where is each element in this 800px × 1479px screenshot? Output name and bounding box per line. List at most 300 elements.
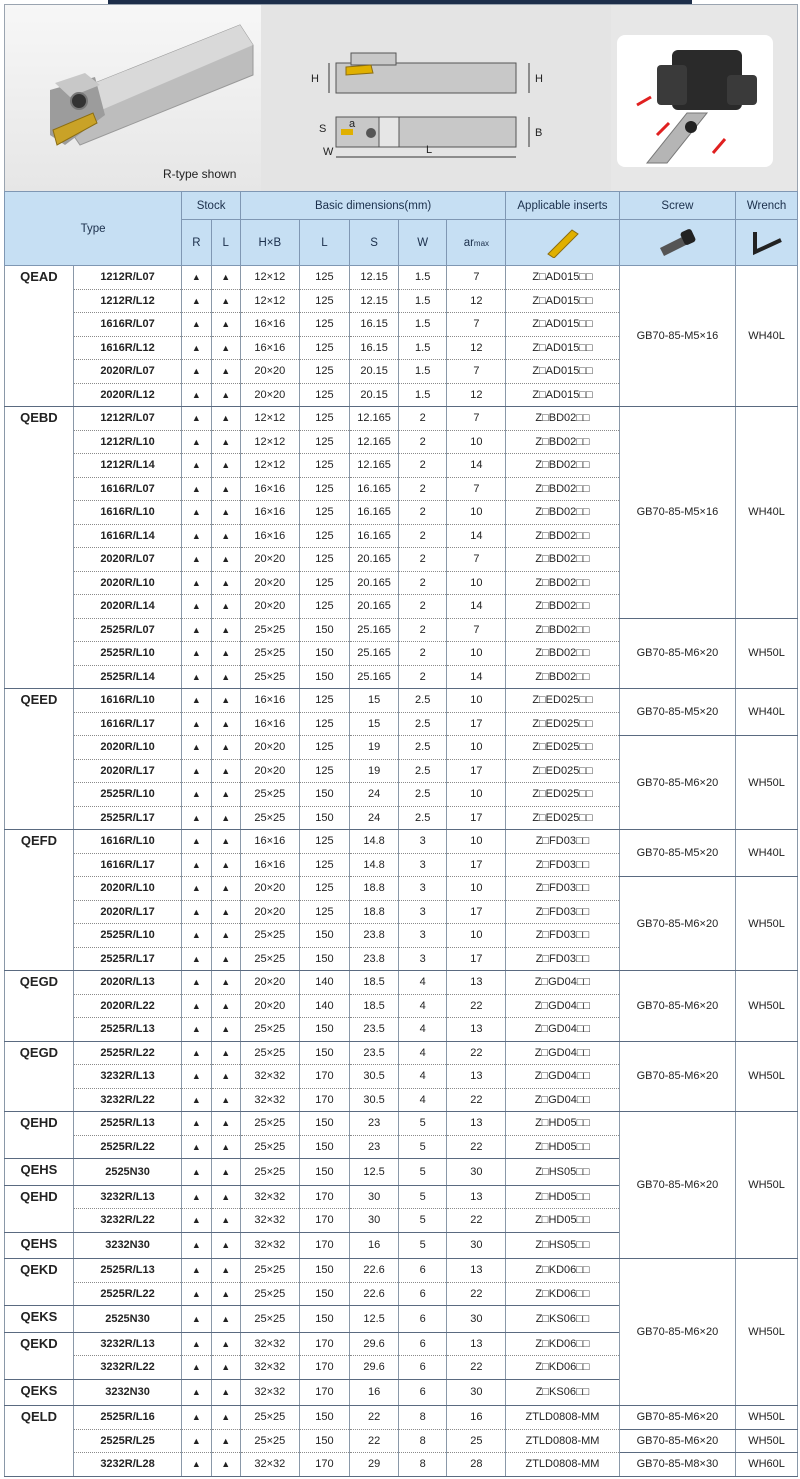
w-cell: 2 bbox=[398, 524, 447, 548]
s-cell: 23 bbox=[350, 1112, 399, 1136]
stock-l-cell: ▲ bbox=[211, 1379, 240, 1406]
caption-r-type: R-type shown bbox=[163, 167, 237, 181]
hxb-cell: 12×12 bbox=[240, 454, 299, 478]
model-cell: 1616R/L14 bbox=[73, 524, 181, 548]
table-row bbox=[5, 1041, 798, 1065]
hxb-cell: 25×25 bbox=[240, 665, 299, 689]
stock-l-cell: ▲ bbox=[211, 289, 240, 313]
stock-l-cell: ▲ bbox=[211, 477, 240, 501]
hxb-cell: 20×20 bbox=[240, 383, 299, 407]
stock-l-cell: ▲ bbox=[211, 712, 240, 736]
hxb-cell: 25×25 bbox=[240, 1018, 299, 1042]
s-cell: 14.8 bbox=[350, 830, 399, 854]
insert-cell: Z□ED025□□ bbox=[506, 712, 619, 736]
ar-max-cell: 17 bbox=[447, 947, 506, 971]
hxb-cell: 12×12 bbox=[240, 266, 299, 290]
stock-r-cell: ▲ bbox=[182, 1406, 211, 1430]
stock-l-cell: ▲ bbox=[211, 736, 240, 760]
wrench-cell: WH50L bbox=[736, 1259, 798, 1406]
type-group-name: QEED bbox=[5, 689, 74, 830]
w-cell: 2 bbox=[398, 477, 447, 501]
ar-max-cell: 10 bbox=[447, 736, 506, 760]
length-cell: 170 bbox=[299, 1209, 350, 1233]
stock-r-cell: ▲ bbox=[182, 830, 211, 854]
insert-cell: Z□GD04□□ bbox=[506, 1065, 619, 1089]
stock-l-cell: ▲ bbox=[211, 383, 240, 407]
wrench-cell: WH50L bbox=[736, 1429, 798, 1453]
w-cell: 6 bbox=[398, 1332, 447, 1356]
model-cell: 1616R/L17 bbox=[73, 712, 181, 736]
ar-max-cell: 10 bbox=[447, 877, 506, 901]
screw-cell: GB70-85-M6×20 bbox=[619, 877, 735, 971]
stock-l-cell: ▲ bbox=[211, 947, 240, 971]
hxb-cell: 25×25 bbox=[240, 1306, 299, 1333]
stock-l-cell: ▲ bbox=[211, 1065, 240, 1089]
type-group-name: QEBD bbox=[5, 407, 74, 689]
hxb-cell: 25×25 bbox=[240, 1282, 299, 1306]
model-cell: 2525R/L16 bbox=[73, 1406, 181, 1430]
w-cell: 4 bbox=[398, 1018, 447, 1042]
stock-r-cell: ▲ bbox=[182, 595, 211, 619]
length-cell: 140 bbox=[299, 971, 350, 995]
table-row bbox=[5, 1453, 798, 1477]
insert-cell: Z□KD06□□ bbox=[506, 1259, 619, 1283]
length-cell: 150 bbox=[299, 665, 350, 689]
dim-label-b: B bbox=[535, 127, 543, 139]
s-cell: 12.165 bbox=[350, 430, 399, 454]
length-cell: 140 bbox=[299, 994, 350, 1018]
insert-cell: Z□HS05□□ bbox=[506, 1159, 619, 1186]
model-cell: 2020R/L07 bbox=[73, 360, 181, 384]
s-cell: 30.5 bbox=[350, 1065, 399, 1089]
insert-cell: Z□GD04□□ bbox=[506, 994, 619, 1018]
ar-max-cell: 22 bbox=[447, 1209, 506, 1233]
ar-max-cell: 12 bbox=[447, 336, 506, 360]
model-cell: 3232R/L13 bbox=[73, 1065, 181, 1089]
stock-l-cell: ▲ bbox=[211, 618, 240, 642]
ar-max-cell: 30 bbox=[447, 1306, 506, 1333]
stock-r-cell: ▲ bbox=[182, 1232, 211, 1259]
ar-max-cell: 10 bbox=[447, 430, 506, 454]
insert-cell: Z□ED025□□ bbox=[506, 783, 619, 807]
s-cell: 19 bbox=[350, 759, 399, 783]
ar-max-cell: 22 bbox=[447, 1135, 506, 1159]
type-group-name: QEHD bbox=[5, 1112, 74, 1159]
model-cell: 2020R/L17 bbox=[73, 759, 181, 783]
stock-l-cell: ▲ bbox=[211, 1209, 240, 1233]
model-cell: 2525R/L25 bbox=[73, 1429, 181, 1453]
insert-cell: Z□BD02□□ bbox=[506, 642, 619, 666]
s-cell: 23.5 bbox=[350, 1018, 399, 1042]
col-hxb-header: H×B bbox=[240, 220, 299, 266]
stock-l-cell: ▲ bbox=[211, 1041, 240, 1065]
length-cell: 150 bbox=[299, 1429, 350, 1453]
w-cell: 1.5 bbox=[398, 383, 447, 407]
insert-cell: Z□BD02□□ bbox=[506, 430, 619, 454]
stock-l-cell: ▲ bbox=[211, 1112, 240, 1136]
type-group-name: QEKD bbox=[5, 1259, 74, 1306]
ar-max-cell: 13 bbox=[447, 1112, 506, 1136]
image-panel bbox=[4, 4, 798, 191]
table-row bbox=[5, 1406, 798, 1430]
w-cell: 5 bbox=[398, 1232, 447, 1259]
model-cell: 3232R/L22 bbox=[73, 1356, 181, 1380]
stock-r-cell: ▲ bbox=[182, 1259, 211, 1283]
insert-cell: Z□KD06□□ bbox=[506, 1356, 619, 1380]
length-cell: 125 bbox=[299, 430, 350, 454]
w-cell: 2 bbox=[398, 430, 447, 454]
insert-cell: Z□GD04□□ bbox=[506, 1041, 619, 1065]
screw-cell: GB70-85-M5×20 bbox=[619, 689, 735, 736]
stock-r-cell: ▲ bbox=[182, 548, 211, 572]
w-cell: 2 bbox=[398, 642, 447, 666]
insert-icon-cell bbox=[506, 220, 619, 266]
type-group-name: QEFD bbox=[5, 830, 74, 971]
s-cell: 22.6 bbox=[350, 1259, 399, 1283]
length-cell: 170 bbox=[299, 1379, 350, 1406]
ar-max-cell: 17 bbox=[447, 806, 506, 830]
screw-cell: GB70-85-M6×20 bbox=[619, 1259, 735, 1406]
w-cell: 1.5 bbox=[398, 336, 447, 360]
insert-cell: Z□BD02□□ bbox=[506, 501, 619, 525]
length-cell: 125 bbox=[299, 548, 350, 572]
ar-max-cell: 12 bbox=[447, 289, 506, 313]
hxb-cell: 16×16 bbox=[240, 501, 299, 525]
stock-r-cell: ▲ bbox=[182, 266, 211, 290]
tool-photo-panel bbox=[5, 5, 261, 192]
col-wrench-header: Wrench bbox=[736, 192, 798, 220]
length-cell: 125 bbox=[299, 595, 350, 619]
s-cell: 25.165 bbox=[350, 665, 399, 689]
length-cell: 125 bbox=[299, 501, 350, 525]
s-cell: 18.5 bbox=[350, 971, 399, 995]
length-cell: 150 bbox=[299, 642, 350, 666]
ar-max-cell: 7 bbox=[447, 360, 506, 384]
hxb-cell: 16×16 bbox=[240, 524, 299, 548]
table-row bbox=[5, 689, 798, 713]
table-row bbox=[5, 407, 798, 431]
insert-cell: Z□KS06□□ bbox=[506, 1379, 619, 1406]
model-cell: 1212R/L14 bbox=[73, 454, 181, 478]
type-group-name: QEGD bbox=[5, 971, 74, 1042]
hxb-cell: 25×25 bbox=[240, 1429, 299, 1453]
stock-r-cell: ▲ bbox=[182, 1379, 211, 1406]
ar-max-cell: 14 bbox=[447, 595, 506, 619]
screw-cell: GB70-85-M5×20 bbox=[619, 830, 735, 877]
hxb-cell: 20×20 bbox=[240, 877, 299, 901]
stock-l-cell: ▲ bbox=[211, 1185, 240, 1209]
ar-max-cell: 30 bbox=[447, 1159, 506, 1186]
stock-r-cell: ▲ bbox=[182, 383, 211, 407]
stock-l-cell: ▲ bbox=[211, 1135, 240, 1159]
model-cell: 2020R/L10 bbox=[73, 877, 181, 901]
ar-label: ar bbox=[463, 236, 474, 249]
stock-r-cell: ▲ bbox=[182, 454, 211, 478]
s-cell: 18.5 bbox=[350, 994, 399, 1018]
type-group-name: QEHS bbox=[5, 1159, 74, 1186]
insert-cell: Z□HS05□□ bbox=[506, 1232, 619, 1259]
s-cell: 18.8 bbox=[350, 877, 399, 901]
dim-label-h-left: H bbox=[311, 73, 319, 85]
model-cell: 2525R/L17 bbox=[73, 947, 181, 971]
stock-r-cell: ▲ bbox=[182, 430, 211, 454]
insert-cell: Z□AD015□□ bbox=[506, 289, 619, 313]
length-cell: 150 bbox=[299, 1259, 350, 1283]
length-cell: 150 bbox=[299, 1406, 350, 1430]
stock-r-cell: ▲ bbox=[182, 477, 211, 501]
insert-cell: Z□FD03□□ bbox=[506, 924, 619, 948]
model-cell: 2525R/L22 bbox=[73, 1041, 181, 1065]
w-cell: 8 bbox=[398, 1406, 447, 1430]
ar-max-cell: 13 bbox=[447, 1259, 506, 1283]
stock-l-cell: ▲ bbox=[211, 806, 240, 830]
stock-l-cell: ▲ bbox=[211, 1232, 240, 1259]
ar-max-cell: 22 bbox=[447, 1041, 506, 1065]
hxb-cell: 32×32 bbox=[240, 1232, 299, 1259]
ar-max-cell: 17 bbox=[447, 853, 506, 877]
s-cell: 14.8 bbox=[350, 853, 399, 877]
model-cell: 2525R/L13 bbox=[73, 1259, 181, 1283]
ar-max-cell: 7 bbox=[447, 548, 506, 572]
spec-table-body bbox=[5, 266, 798, 1477]
w-cell: 3 bbox=[398, 900, 447, 924]
hxb-cell: 25×25 bbox=[240, 618, 299, 642]
length-cell: 125 bbox=[299, 477, 350, 501]
dimension-drawing-panel bbox=[261, 5, 611, 192]
s-cell: 20.15 bbox=[350, 360, 399, 384]
stock-l-cell: ▲ bbox=[211, 360, 240, 384]
model-cell: 2020R/L13 bbox=[73, 971, 181, 995]
length-cell: 125 bbox=[299, 336, 350, 360]
col-screw-header: Screw bbox=[619, 192, 735, 220]
length-cell: 170 bbox=[299, 1356, 350, 1380]
s-cell: 29.6 bbox=[350, 1356, 399, 1380]
insert-cell: Z□BD02□□ bbox=[506, 595, 619, 619]
wrench-cell: WH50L bbox=[736, 1112, 798, 1259]
stock-r-cell: ▲ bbox=[182, 1429, 211, 1453]
model-cell: 2525R/L10 bbox=[73, 783, 181, 807]
insert-cell: ZTLD0808-MM bbox=[506, 1453, 619, 1477]
model-cell: 2525R/L13 bbox=[73, 1018, 181, 1042]
w-cell: 3 bbox=[398, 924, 447, 948]
screw-cell: GB70-85-M6×20 bbox=[619, 1429, 735, 1453]
stock-l-cell: ▲ bbox=[211, 524, 240, 548]
w-cell: 2.5 bbox=[398, 759, 447, 783]
length-cell: 125 bbox=[299, 524, 350, 548]
insert-cell: Z□ED025□□ bbox=[506, 759, 619, 783]
col-ar-header bbox=[447, 220, 506, 266]
hxb-cell: 25×25 bbox=[240, 783, 299, 807]
toolholder-photo bbox=[5, 5, 261, 165]
w-cell: 2 bbox=[398, 407, 447, 431]
dim-label-h-right: H bbox=[535, 73, 543, 85]
model-cell: 2020R/L07 bbox=[73, 548, 181, 572]
insert-cell: Z□FD03□□ bbox=[506, 877, 619, 901]
hxb-cell: 25×25 bbox=[240, 1135, 299, 1159]
table-row bbox=[5, 736, 798, 760]
w-cell: 5 bbox=[398, 1159, 447, 1186]
type-group-name: QEHD bbox=[5, 1185, 74, 1232]
hxb-cell: 16×16 bbox=[240, 477, 299, 501]
stock-l-cell: ▲ bbox=[211, 900, 240, 924]
model-cell: 2020R/L17 bbox=[73, 900, 181, 924]
stock-l-cell: ▲ bbox=[211, 689, 240, 713]
w-cell: 2.5 bbox=[398, 783, 447, 807]
s-cell: 12.15 bbox=[350, 289, 399, 313]
w-cell: 2 bbox=[398, 571, 447, 595]
model-cell: 3232R/L22 bbox=[73, 1088, 181, 1112]
stock-r-cell: ▲ bbox=[182, 783, 211, 807]
wrench-icon-cell bbox=[736, 220, 798, 266]
w-cell: 2.5 bbox=[398, 712, 447, 736]
stock-l-cell: ▲ bbox=[211, 853, 240, 877]
col-l-stock-header: L bbox=[211, 220, 240, 266]
w-cell: 1.5 bbox=[398, 289, 447, 313]
s-cell: 18.8 bbox=[350, 900, 399, 924]
ar-max-cell: 22 bbox=[447, 1088, 506, 1112]
s-cell: 20.165 bbox=[350, 595, 399, 619]
model-cell: 2525R/L22 bbox=[73, 1135, 181, 1159]
ar-max-cell: 16 bbox=[447, 1406, 506, 1430]
insert-cell: Z□BD02□□ bbox=[506, 665, 619, 689]
stock-r-cell: ▲ bbox=[182, 642, 211, 666]
hxb-cell: 16×16 bbox=[240, 336, 299, 360]
w-cell: 3 bbox=[398, 853, 447, 877]
stock-r-cell: ▲ bbox=[182, 1135, 211, 1159]
ar-max-cell: 22 bbox=[447, 1282, 506, 1306]
w-cell: 4 bbox=[398, 971, 447, 995]
s-cell: 16.15 bbox=[350, 313, 399, 337]
hxb-cell: 20×20 bbox=[240, 759, 299, 783]
stock-l-cell: ▲ bbox=[211, 1088, 240, 1112]
stock-r-cell: ▲ bbox=[182, 360, 211, 384]
ar-max-cell: 17 bbox=[447, 900, 506, 924]
screw-icon bbox=[656, 226, 698, 256]
insert-cell: Z□BD02□□ bbox=[506, 548, 619, 572]
insert-cell: Z□FD03□□ bbox=[506, 900, 619, 924]
stock-r-cell: ▲ bbox=[182, 1088, 211, 1112]
hxb-cell: 25×25 bbox=[240, 806, 299, 830]
col-s-header: S bbox=[350, 220, 399, 266]
insert-cell: Z□HD05□□ bbox=[506, 1135, 619, 1159]
length-cell: 125 bbox=[299, 689, 350, 713]
w-cell: 2 bbox=[398, 618, 447, 642]
w-cell: 5 bbox=[398, 1185, 447, 1209]
insert-cell: Z□AD015□□ bbox=[506, 266, 619, 290]
ar-max-cell: 7 bbox=[447, 266, 506, 290]
hxb-cell: 20×20 bbox=[240, 571, 299, 595]
hxb-cell: 16×16 bbox=[240, 853, 299, 877]
length-cell: 125 bbox=[299, 266, 350, 290]
ar-max-cell: 10 bbox=[447, 501, 506, 525]
s-cell: 23.5 bbox=[350, 1041, 399, 1065]
length-cell: 150 bbox=[299, 806, 350, 830]
insert-cell: Z□FD03□□ bbox=[506, 853, 619, 877]
dim-label-w: W bbox=[323, 146, 334, 158]
insert-cell: Z□HD05□□ bbox=[506, 1112, 619, 1136]
model-cell: 2020R/L10 bbox=[73, 736, 181, 760]
hxb-cell: 20×20 bbox=[240, 360, 299, 384]
wrench-cell: WH40L bbox=[736, 830, 798, 877]
stock-r-cell: ▲ bbox=[182, 971, 211, 995]
insert-cell: Z□BD02□□ bbox=[506, 477, 619, 501]
ar-max-cell: 10 bbox=[447, 783, 506, 807]
stock-l-cell: ▲ bbox=[211, 266, 240, 290]
hxb-cell: 20×20 bbox=[240, 548, 299, 572]
w-cell: 3 bbox=[398, 877, 447, 901]
w-cell: 5 bbox=[398, 1135, 447, 1159]
w-cell: 2 bbox=[398, 595, 447, 619]
type-group-name: QEKS bbox=[5, 1306, 74, 1333]
insert-cell: ZTLD0808-MM bbox=[506, 1429, 619, 1453]
dim-label-a: a bbox=[349, 118, 356, 130]
stock-l-cell: ▲ bbox=[211, 759, 240, 783]
hxb-cell: 20×20 bbox=[240, 736, 299, 760]
insert-icon bbox=[542, 224, 582, 258]
hxb-cell: 20×20 bbox=[240, 900, 299, 924]
table-row bbox=[5, 1259, 798, 1283]
stock-r-cell: ▲ bbox=[182, 924, 211, 948]
insert-cell: Z□ED025□□ bbox=[506, 689, 619, 713]
ar-max-cell: 7 bbox=[447, 618, 506, 642]
s-cell: 12.165 bbox=[350, 407, 399, 431]
length-cell: 170 bbox=[299, 1453, 350, 1477]
length-cell: 170 bbox=[299, 1185, 350, 1209]
col-basic-dims-header: Basic dimensions(mm) bbox=[240, 192, 505, 220]
stock-r-cell: ▲ bbox=[182, 618, 211, 642]
s-cell: 12.5 bbox=[350, 1306, 399, 1333]
stock-l-cell: ▲ bbox=[211, 1453, 240, 1477]
stock-l-cell: ▲ bbox=[211, 642, 240, 666]
stock-l-cell: ▲ bbox=[211, 994, 240, 1018]
s-cell: 22.6 bbox=[350, 1282, 399, 1306]
stock-r-cell: ▲ bbox=[182, 1209, 211, 1233]
type-group-name: QEHS bbox=[5, 1232, 74, 1259]
insert-cell: Z□BD02□□ bbox=[506, 454, 619, 478]
ar-max-cell: 17 bbox=[447, 712, 506, 736]
hxb-cell: 20×20 bbox=[240, 994, 299, 1018]
type-group-name: QEGD bbox=[5, 1041, 74, 1112]
wrench-cell: WH40L bbox=[736, 689, 798, 736]
hxb-cell: 32×32 bbox=[240, 1379, 299, 1406]
ar-max-cell: 10 bbox=[447, 830, 506, 854]
model-cell: 3232R/L13 bbox=[73, 1185, 181, 1209]
insert-cell: Z□BD02□□ bbox=[506, 571, 619, 595]
length-cell: 125 bbox=[299, 830, 350, 854]
length-cell: 125 bbox=[299, 454, 350, 478]
model-cell: 2020R/L12 bbox=[73, 383, 181, 407]
stock-r-cell: ▲ bbox=[182, 947, 211, 971]
stock-r-cell: ▲ bbox=[182, 1332, 211, 1356]
model-cell: 2525R/L10 bbox=[73, 924, 181, 948]
insert-cell: Z□HD05□□ bbox=[506, 1185, 619, 1209]
w-cell: 4 bbox=[398, 1065, 447, 1089]
ar-max-cell: 22 bbox=[447, 994, 506, 1018]
insert-cell: Z□BD02□□ bbox=[506, 524, 619, 548]
length-cell: 150 bbox=[299, 1018, 350, 1042]
clamp-photo-panel bbox=[611, 5, 797, 192]
insert-cell: Z□AD015□□ bbox=[506, 360, 619, 384]
model-cell: 2525N30 bbox=[73, 1159, 181, 1186]
stock-r-cell: ▲ bbox=[182, 806, 211, 830]
s-cell: 24 bbox=[350, 806, 399, 830]
hxb-cell: 16×16 bbox=[240, 830, 299, 854]
screw-cell: GB70-85-M6×20 bbox=[619, 1041, 735, 1112]
stock-l-cell: ▲ bbox=[211, 1406, 240, 1430]
stock-l-cell: ▲ bbox=[211, 1282, 240, 1306]
clamp-photo-frame bbox=[617, 35, 773, 167]
insert-cell: Z□BD02□□ bbox=[506, 407, 619, 431]
